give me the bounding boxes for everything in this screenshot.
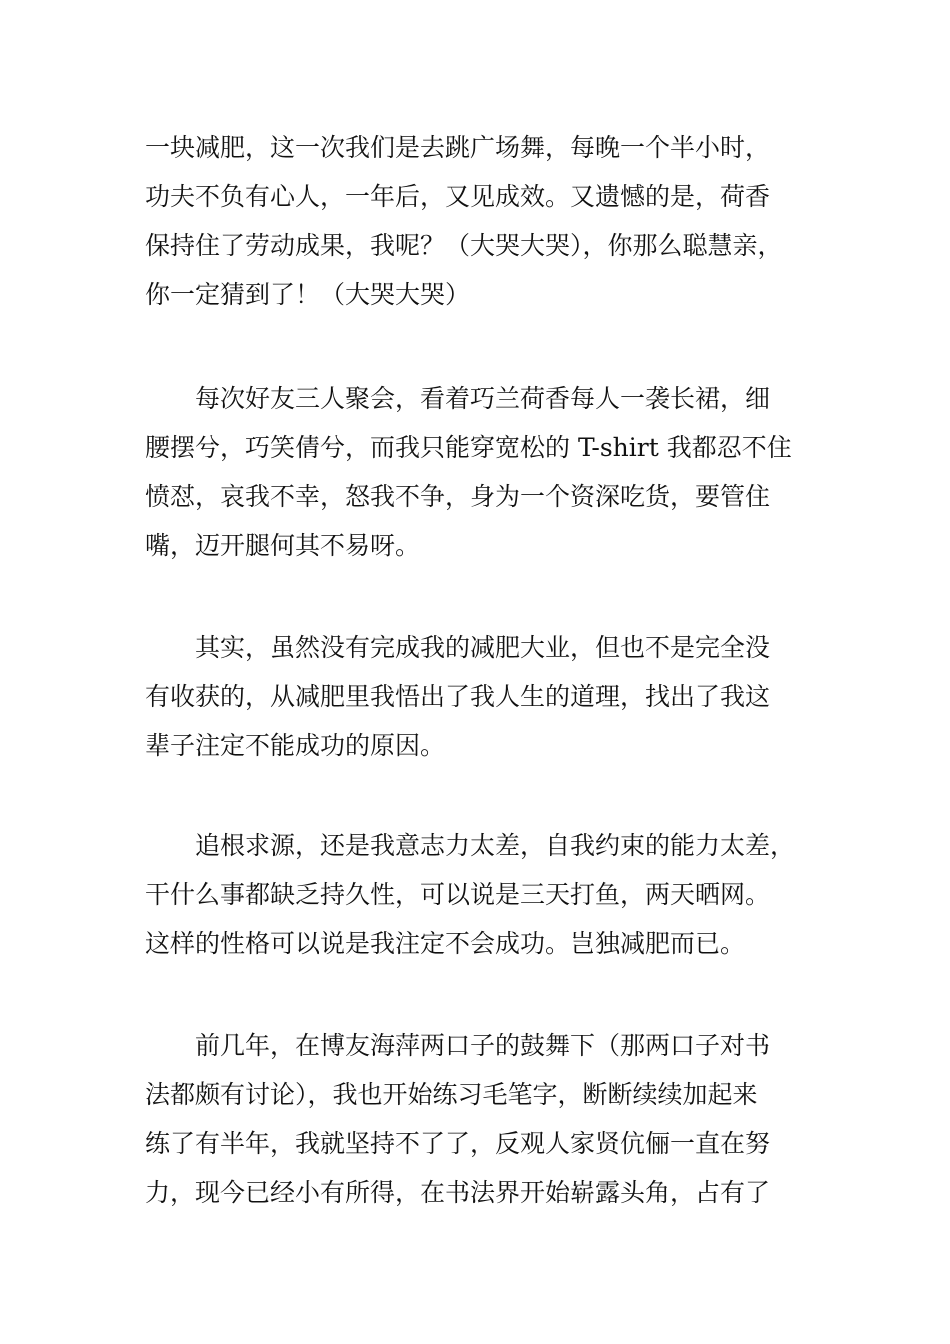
text-line: 有收获的，从减肥里我悟出了我人生的道理，找出了我这 xyxy=(145,682,771,711)
paragraph-4 xyxy=(145,821,815,968)
text-line: 练了有半年，我就坚持不了了，反观人家贤伉俪一直在努 xyxy=(145,1129,771,1158)
text-line: 你一定猜到了！（大哭大哭） xyxy=(145,280,471,309)
text-line: 功夫不负有心人，一年后，又见成效。又遗憾的是，荷香 xyxy=(145,182,771,211)
text-line: 腰摆兮，巧笑倩兮，而我只能穿宽松的 T-shirt 我都忍不住 xyxy=(145,433,792,462)
text-line: 这样的性格可以说是我注定不会成功。岂独减肥而已。 xyxy=(145,929,746,958)
text-line: 愤怼，哀我不幸，怒我不争，身为一个资深吃货，要管住 xyxy=(145,482,771,511)
text-line: 每次好友三人聚会，看着巧兰荷香每人一袭长裙，细 xyxy=(145,384,771,413)
text-line: 辈子注定不能成功的原因。 xyxy=(145,731,446,760)
text-line: 保持住了劳动成果，我呢？（大哭大哭），你那么聪慧亲， xyxy=(145,231,783,260)
paragraph-2 xyxy=(145,374,815,570)
text-line: 追根求源，还是我意志力太差，自我约束的能力太差， xyxy=(145,831,796,860)
text-line: 其实，虽然没有完成我的减肥大业，但也不是完全没 xyxy=(145,633,771,662)
text-line: 干什么事都缺乏持久性，可以说是三天打鱼，两天晒网。 xyxy=(145,880,771,909)
text-line: 嘴，迈开腿何其不易呀。 xyxy=(145,531,421,560)
text-line: 法都颇有讨论），我也开始练习毛笔字，断断续续加起来 xyxy=(145,1080,758,1109)
text-line: 一块减肥，这一次我们是去跳广场舞，每晚一个半小时， xyxy=(145,133,771,162)
paragraph-1 xyxy=(145,123,815,319)
text-line: 力，现今已经小有所得，在书法界开始崭露头角，占有了 xyxy=(145,1178,771,1207)
paragraph-3 xyxy=(145,623,815,770)
paragraph-5 xyxy=(145,1021,815,1217)
text-line: 前几年，在博友海萍两口子的鼓舞下（那两口子对书 xyxy=(145,1031,771,1060)
